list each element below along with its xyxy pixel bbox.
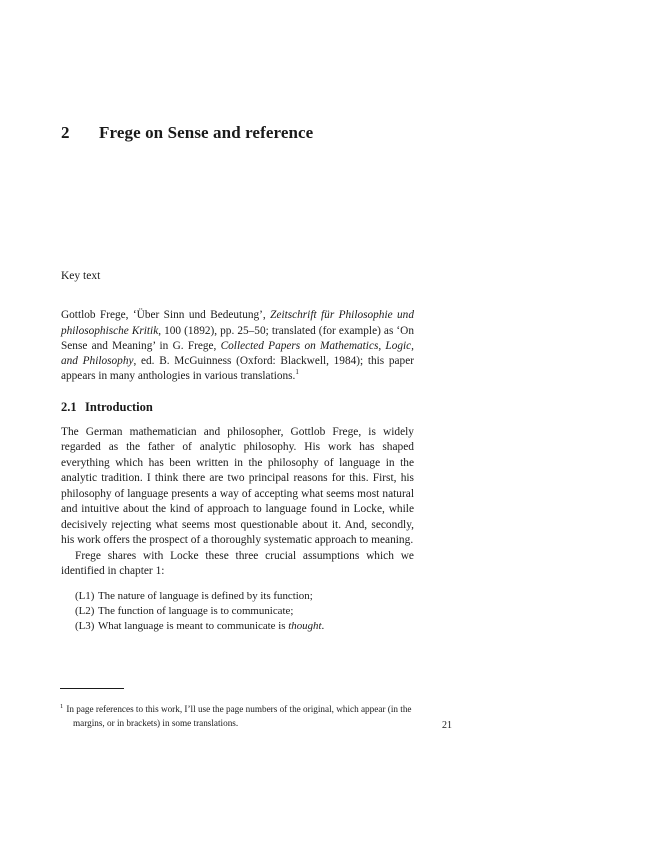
list-item-text: The function of language is to communicate; [98, 604, 294, 617]
list-item [75, 589, 414, 604]
paragraph-introduction: The German mathematician and philosopher, Gottlob Frege, is widely regarded as the father of analytic philosophy. His work has shaped everything which has been written in the philosophy of language in the analytic tradition. I think there are two principal reasons for this. First, his philosophy of language presents a way of accepting what seems most natural and intuitive about the kind of approach to language found in Locke, while decisively rejecting what seems most questionable about it. And, secondly, his work offers the prospect of a thoroughly systematic approach to meaning. [61, 426, 414, 547]
list-item-label: (L1) [75, 589, 95, 602]
section-heading [61, 400, 153, 415]
assumptions-list [61, 589, 414, 635]
key-text-label: Key text [61, 270, 101, 282]
section-number: 2.1 [61, 400, 77, 414]
list-item-text: What language is meant to communicate is thought. [98, 619, 325, 632]
footnote [60, 702, 429, 730]
list-item-label: (L3) [75, 619, 95, 632]
page-number: 21 [442, 720, 452, 731]
footnote-text: In page references to this work, I’ll use the page numbers of the original, which appear (in the margins, or in brackets) in some translations. [66, 704, 412, 729]
body-text [61, 425, 414, 634]
footnote-marker: 1 [60, 703, 64, 711]
section-title: Introduction [85, 400, 153, 414]
footnote-separator-rule [60, 688, 124, 689]
paragraph-assumptions-intro: Frege shares with Locke these three crucial assumptions which we identified in chapter 1: [61, 549, 414, 578]
list-item-text: The nature of language is defined by its function; [98, 589, 313, 602]
key-text-citation: Gottlob Frege, ‘Über Sinn und Bedeutung’, Zeitschrift für Philosophie und philosophische Kritik, 100 (1892), pp. 25–50; translated (for example) as ‘On Sense and Meaning’ in G. Frege, Collected Papers on Mathematics, Logic, and Philosophy, ed. B. McGuinness (Oxford: Blackwell, 1984); this paper appears in many anthologies in various translations.$^1$ [61, 309, 414, 383]
list-item-label: (L2) [75, 604, 95, 617]
chapter-number: 2 [61, 123, 70, 142]
list-item [75, 619, 414, 634]
chapter-heading [61, 123, 313, 143]
list-item [75, 604, 414, 619]
chapter-title: Frege on Sense and reference [99, 123, 314, 142]
